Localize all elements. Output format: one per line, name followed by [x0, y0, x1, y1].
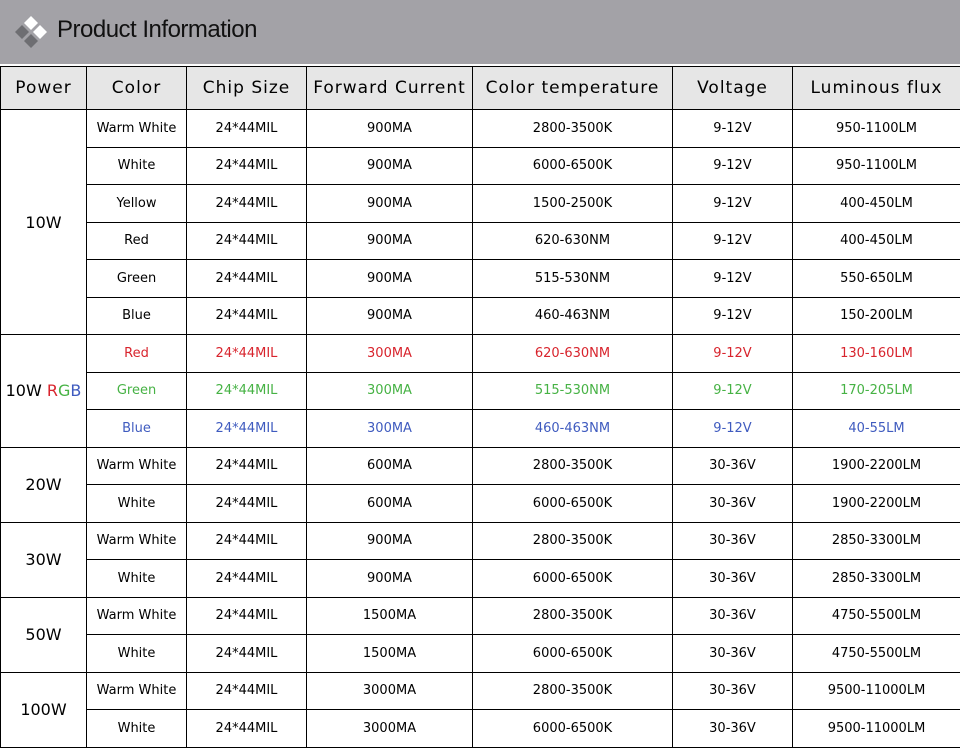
voltage-cell: 9-12V: [673, 260, 793, 298]
table-row: [1, 335, 960, 373]
color-temperature-cell: 6000-6500K: [473, 560, 673, 598]
voltage-cell: 30-36V: [673, 522, 793, 560]
table-row: [1, 597, 960, 635]
forward-current-cell: 300MA: [307, 335, 473, 373]
chip-size-cell: 24*44MIL: [187, 335, 307, 373]
voltage-cell: 9-12V: [673, 110, 793, 148]
column-header-forward-current: Forward Current: [307, 67, 473, 110]
power-value: 30W: [25, 550, 62, 570]
power-cell: [1, 522, 87, 597]
power-value: 20W: [25, 475, 62, 495]
forward-current-cell: 900MA: [307, 222, 473, 260]
color-cell: Red: [87, 335, 187, 373]
color-temperature-cell: 6000-6500K: [473, 147, 673, 185]
color-cell: Green: [87, 260, 187, 298]
luminous-flux-cell: 1900-2200LM: [793, 447, 960, 485]
luminous-flux-cell: 400-450LM: [793, 185, 960, 223]
table-row: [1, 672, 960, 710]
color-temperature-cell: 620-630NM: [473, 222, 673, 260]
color-temperature-cell: 6000-6500K: [473, 710, 673, 748]
power-cell: [1, 110, 87, 335]
power-cell: [1, 672, 87, 747]
luminous-flux-cell: 130-160LM: [793, 335, 960, 373]
color-temperature-cell: 2800-3500K: [473, 447, 673, 485]
table-row: [1, 185, 960, 223]
forward-current-cell: 900MA: [307, 185, 473, 223]
spec-table: [0, 66, 960, 748]
chip-size-cell: 24*44MIL: [187, 372, 307, 410]
color-temperature-cell: 460-463NM: [473, 410, 673, 448]
voltage-cell: 9-12V: [673, 185, 793, 223]
forward-current-cell: 900MA: [307, 260, 473, 298]
power-cell: [1, 335, 87, 448]
forward-current-cell: 900MA: [307, 522, 473, 560]
luminous-flux-cell: 1900-2200LM: [793, 485, 960, 523]
chip-size-cell: 24*44MIL: [187, 597, 307, 635]
forward-current-cell: 1500MA: [307, 635, 473, 673]
luminous-flux-cell: 9500-11000LM: [793, 672, 960, 710]
table-body: [1, 110, 960, 748]
forward-current-cell: 900MA: [307, 297, 473, 335]
color-cell: Yellow: [87, 185, 187, 223]
luminous-flux-cell: 4750-5500LM: [793, 597, 960, 635]
luminous-flux-cell: 950-1100LM: [793, 147, 960, 185]
color-cell: Warm White: [87, 597, 187, 635]
power-value: 10W: [5, 381, 42, 401]
column-header-color: Color: [87, 67, 187, 110]
voltage-cell: 9-12V: [673, 410, 793, 448]
luminous-flux-cell: 40-55LM: [793, 410, 960, 448]
table-row: [1, 222, 960, 260]
forward-current-cell: 600MA: [307, 447, 473, 485]
luminous-flux-cell: 2850-3300LM: [793, 560, 960, 598]
rgb-letter: B: [70, 381, 82, 401]
color-cell: White: [87, 485, 187, 523]
table-row: [1, 260, 960, 298]
luminous-flux-cell: 9500-11000LM: [793, 710, 960, 748]
voltage-cell: 30-36V: [673, 560, 793, 598]
power-value: 50W: [25, 625, 62, 645]
power-cell: [1, 597, 87, 672]
color-temperature-cell: 515-530NM: [473, 260, 673, 298]
voltage-cell: 9-12V: [673, 222, 793, 260]
power-value: 10W: [25, 212, 62, 232]
table-row: [1, 522, 960, 560]
column-header-color-temperature: Color temperature: [473, 67, 673, 110]
luminous-flux-cell: 150-200LM: [793, 297, 960, 335]
chip-size-cell: 24*44MIL: [187, 560, 307, 598]
power-cell: [1, 447, 87, 522]
forward-current-cell: 900MA: [307, 147, 473, 185]
color-temperature-cell: 2800-3500K: [473, 110, 673, 148]
chip-size-cell: 24*44MIL: [187, 110, 307, 148]
diamond-logo-icon: [12, 14, 50, 52]
voltage-cell: 30-36V: [673, 485, 793, 523]
column-header-power: Power: [1, 67, 87, 110]
color-temperature-cell: 2800-3500K: [473, 522, 673, 560]
table-row: [1, 560, 960, 598]
column-header-chip-size: Chip Size: [187, 67, 307, 110]
color-cell: Warm White: [87, 110, 187, 148]
column-header-luminous-flux: Luminous flux: [793, 67, 960, 110]
table-row: [1, 147, 960, 185]
chip-size-cell: 24*44MIL: [187, 185, 307, 223]
chip-size-cell: 24*44MIL: [187, 147, 307, 185]
chip-size-cell: 24*44MIL: [187, 672, 307, 710]
color-cell: Green: [87, 372, 187, 410]
color-temperature-cell: 2800-3500K: [473, 597, 673, 635]
table-row: [1, 447, 960, 485]
color-cell: Blue: [87, 297, 187, 335]
forward-current-cell: 3000MA: [307, 672, 473, 710]
color-temperature-cell: 1500-2500K: [473, 185, 673, 223]
color-temperature-cell: 6000-6500K: [473, 635, 673, 673]
voltage-cell: 30-36V: [673, 597, 793, 635]
color-cell: White: [87, 710, 187, 748]
chip-size-cell: 24*44MIL: [187, 297, 307, 335]
rgb-letter: R: [46, 381, 58, 401]
voltage-cell: 9-12V: [673, 297, 793, 335]
forward-current-cell: 1500MA: [307, 597, 473, 635]
column-header-voltage: Voltage: [673, 67, 793, 110]
table-row: [1, 710, 960, 748]
chip-size-cell: 24*44MIL: [187, 447, 307, 485]
forward-current-cell: 900MA: [307, 110, 473, 148]
color-temperature-cell: 6000-6500K: [473, 485, 673, 523]
chip-size-cell: 24*44MIL: [187, 710, 307, 748]
chip-size-cell: 24*44MIL: [187, 260, 307, 298]
rgb-letter: G: [58, 381, 71, 401]
voltage-cell: 30-36V: [673, 672, 793, 710]
color-cell: Red: [87, 222, 187, 260]
table-row: [1, 635, 960, 673]
color-temperature-cell: 515-530NM: [473, 372, 673, 410]
table-row: [1, 372, 960, 410]
luminous-flux-cell: 950-1100LM: [793, 110, 960, 148]
chip-size-cell: 24*44MIL: [187, 635, 307, 673]
chip-size-cell: 24*44MIL: [187, 485, 307, 523]
page-title: Product Information: [57, 16, 257, 43]
voltage-cell: 30-36V: [673, 635, 793, 673]
table-row: [1, 410, 960, 448]
forward-current-cell: 600MA: [307, 485, 473, 523]
forward-current-cell: 300MA: [307, 372, 473, 410]
table-row: [1, 485, 960, 523]
voltage-cell: 30-36V: [673, 710, 793, 748]
luminous-flux-cell: 2850-3300LM: [793, 522, 960, 560]
color-cell: White: [87, 635, 187, 673]
forward-current-cell: 900MA: [307, 560, 473, 598]
color-temperature-cell: 460-463NM: [473, 297, 673, 335]
voltage-cell: 9-12V: [673, 372, 793, 410]
table-row: [1, 110, 960, 148]
header-banner: [0, 0, 960, 66]
luminous-flux-cell: 4750-5500LM: [793, 635, 960, 673]
table-row: [1, 297, 960, 335]
voltage-cell: 9-12V: [673, 335, 793, 373]
luminous-flux-cell: 400-450LM: [793, 222, 960, 260]
color-temperature-cell: 2800-3500K: [473, 672, 673, 710]
color-cell: White: [87, 147, 187, 185]
color-cell: Warm White: [87, 522, 187, 560]
color-temperature-cell: 620-630NM: [473, 335, 673, 373]
color-cell: Warm White: [87, 672, 187, 710]
header-row: [1, 67, 960, 110]
forward-current-cell: 300MA: [307, 410, 473, 448]
voltage-cell: 30-36V: [673, 447, 793, 485]
chip-size-cell: 24*44MIL: [187, 222, 307, 260]
power-value: 100W: [20, 700, 67, 720]
chip-size-cell: 24*44MIL: [187, 522, 307, 560]
chip-size-cell: 24*44MIL: [187, 410, 307, 448]
color-cell: Warm White: [87, 447, 187, 485]
color-cell: Blue: [87, 410, 187, 448]
forward-current-cell: 3000MA: [307, 710, 473, 748]
luminous-flux-cell: 550-650LM: [793, 260, 960, 298]
voltage-cell: 9-12V: [673, 147, 793, 185]
color-cell: White: [87, 560, 187, 598]
luminous-flux-cell: 170-205LM: [793, 372, 960, 410]
